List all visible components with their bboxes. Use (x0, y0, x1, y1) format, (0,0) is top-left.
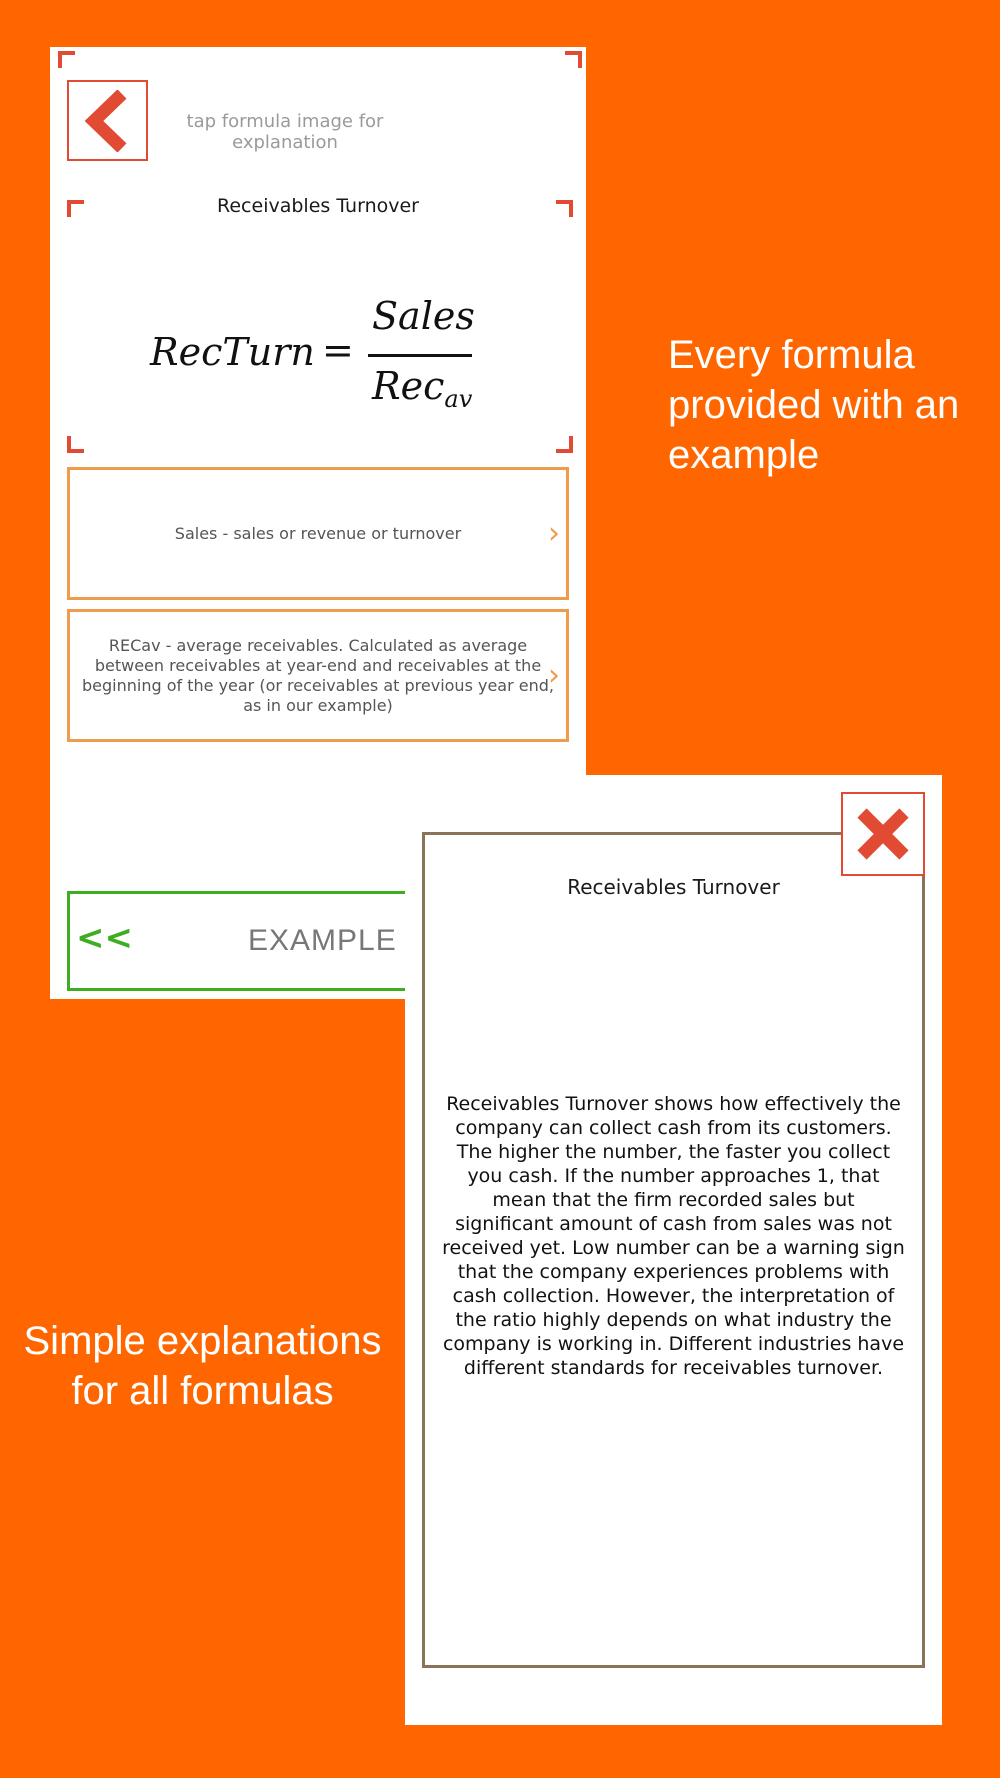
variable-card-recav[interactable] (67, 609, 569, 742)
fraction-bar (368, 354, 472, 357)
example-label: EXAMPLE (248, 924, 397, 957)
formula-frame-corner (556, 436, 573, 453)
formula-equals: = (322, 328, 354, 372)
back-arrow-icon (84, 90, 132, 152)
promo-text-formula-example: Every formula provided with an example (668, 333, 960, 477)
back-button[interactable] (67, 80, 148, 161)
variable-description: RECav - average receivables. Calculated as average between receivables at year-end and receivables at the beginning of the year (or receivables at previous year end, as in our example) (82, 635, 554, 715)
chevron-right-icon: › (548, 657, 560, 693)
close-x-icon (855, 806, 911, 862)
formula-image[interactable] (50, 242, 586, 452)
close-button[interactable] (841, 792, 925, 876)
frame-corner (565, 51, 582, 68)
denominator-subscript: av (444, 385, 473, 413)
frame-corner (58, 51, 75, 68)
hint-text: tap formula image for explanation (186, 111, 384, 153)
formula-denominator (372, 364, 472, 413)
promo-text-simple-explanations: Simple explanations for all formulas (23, 1319, 382, 1413)
explanation-text: Receivables Turnover shows how effectively the company can collect cash from its customers. The higher the number, the faster you collect you cash. If the number approaches 1, that mean that the firm recorded sales but significant amount of cash from sales was not received yet. Low number can be a warning sign that the company experiences problems with cash collection. However, the interpretation of the ratio highly depends on what industry the company is working in. Different industries have different standards for receivables turnover. (442, 1093, 905, 1379)
chevron-right-icon: › (548, 515, 560, 551)
explanation-title: Receivables Turnover (567, 875, 780, 899)
formula-title: Receivables Turnover (217, 195, 419, 217)
double-chevron-left-icon: << (76, 918, 133, 958)
variable-card-sales[interactable] (67, 467, 569, 600)
variable-description: Sales - sales or revenue or turnover (174, 523, 462, 543)
formula-numerator: Sales (372, 294, 475, 338)
formula-frame-corner (67, 436, 84, 453)
formula-lhs: RecTurn (150, 330, 315, 374)
denominator-base: Rec (372, 364, 445, 408)
explanation-screen (405, 775, 942, 1725)
